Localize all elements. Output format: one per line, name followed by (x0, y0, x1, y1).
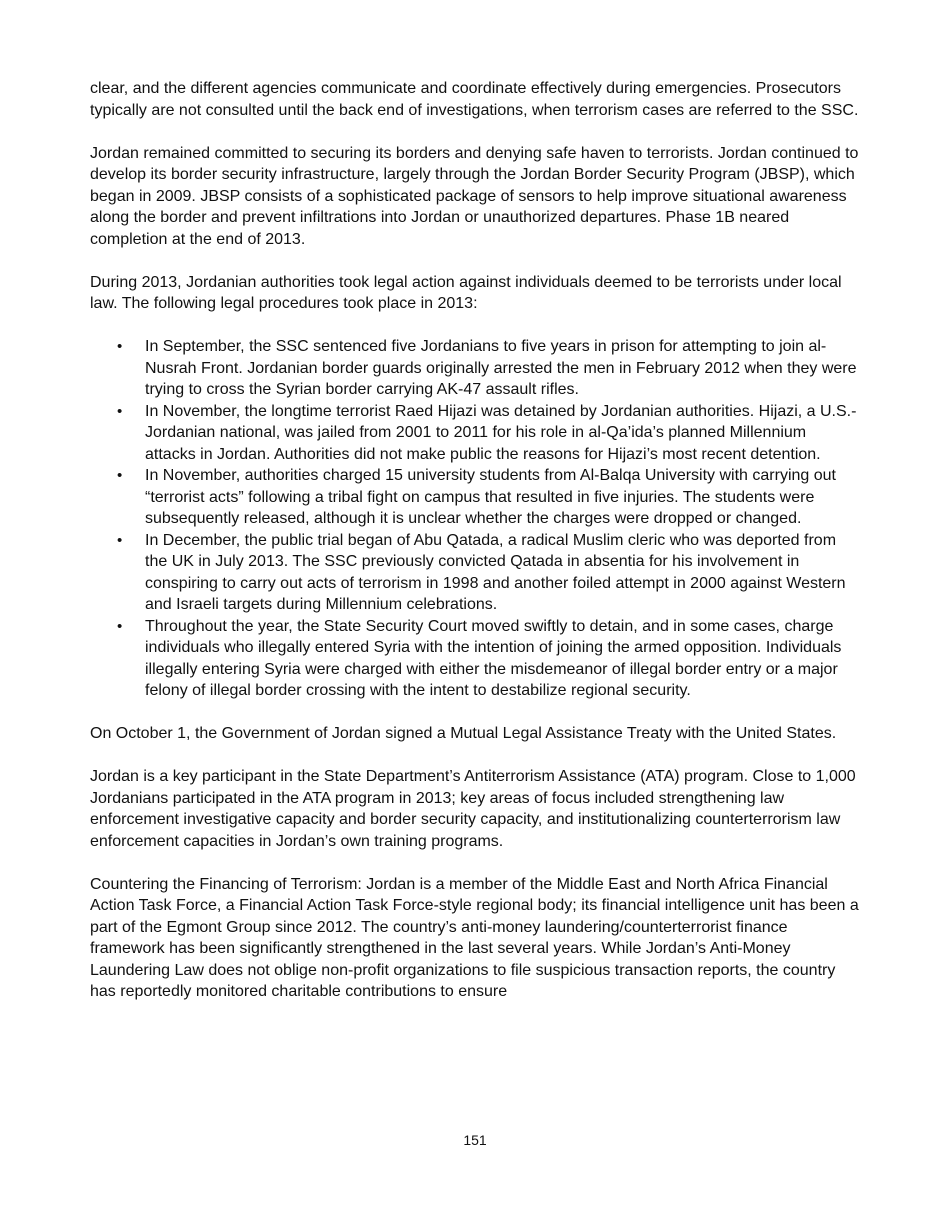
section-heading: Countering the Financing of Terrorism: (90, 875, 362, 893)
paragraph-emergency-coordination: clear, and the different agencies communicate and coordinate effectively during emergencies. Prosecutors typically are not consulted until the back end of investigations, when terrorism cases are referred to the SSC. (90, 80, 859, 119)
paragraph-financing-terrorism: Countering the Financing of Terrorism: Jordan is a member of the Middle East and North Africa Financial Action Task Force, a Financial Action Task Force-style regional body; its financial intelligence unit has been a part of the Egmont Group since 2012. The country’s anti-money laundering/counterterrorist finance framework has been significantly strengthened in the last several years. While Jordan’s Anti-Money Laundering Law does not oblige non-profit organizations to file suspicious transaction reports, the country has reportedly monitored charitable contributions to ensure (90, 875, 859, 1000)
bullet-icon: • (117, 402, 123, 420)
paragraph-border-security: Jordan remained committed to securing its borders and denying safe haven to terrorists. Jordan continued to develop its border security infrastructure, largely through the Jordan Border Security Program (JBSP), which began in 2009. JBSP consists of a sophisticated package of sensors to help improve situational awareness along the border and prevent infiltrations into Jordan or unauthorized departures. Phase 1B neared completion at the end of 2013. (90, 144, 859, 248)
paragraph-ata-program: Jordan is a key participant in the State Department’s Antiterrorism Assistance (ATA) program. Close to 1,000 Jordanians participated in the ATA program in 2013; key areas of focus included strengthening law enforcement investigative capacity and border security capacity, and institutionalizing counterterrorism law enforcement capacities in Jordan’s own training programs. (90, 768, 856, 850)
list-item: • In November, authorities charged 15 university students from Al-Balqa University with carrying out “terrorist acts” following a tribal fight on campus that resulted in five injuries. The students were subsequently released, although it is unclear whether the charges were dropped or changed. (117, 467, 836, 527)
bullet-icon: • (117, 338, 123, 355)
bullet-icon: • (117, 467, 123, 484)
bullet-icon: • (117, 617, 123, 635)
list-item: • In December, the public trial began of Abu Qatada, a radical Muslim cleric who was deported from the UK in July 2013. The SSC previously convicted Qatada in absentia for his involvement in conspiring to carry out acts of terrorism in 1998 and another foiled attempt in 2000 against Western and Israeli targets during Millennium celebrations. (117, 531, 846, 613)
legal-procedures-list (90, 336, 860, 702)
bullet-icon: • (117, 531, 123, 549)
list-item: • Throughout the year, the State Security Court moved swiftly to detain, and in some cases, charge individuals who illegally entered Syria with the intention of joining the armed opposition. Individuals illegally entering Syria were charged with either the misdemeanor of illegal border entry or a major felony of illegal border crossing with the intent to destabilize regional security. (117, 617, 842, 699)
list-item: • In September, the SSC sentenced five Jordanians to five years in prison for attempting to join al-Nusrah Front. Jordanian border guards originally arrested the men in February 2012 when they were trying to cross the Syrian border carrying AK-47 assault rifles. (117, 338, 857, 398)
document-body (90, 78, 860, 1003)
paragraph-legal-action: During 2013, Jordanian authorities took legal action against individuals deemed to be terrorists under local law. The following legal procedures took place in 2013: (90, 273, 842, 312)
list-item: • In November, the longtime terrorist Raed Hijazi was detained by Jordanian authorities. Hijazi, a U.S.-Jordanian national, was jailed from 2001 to 2011 for his role in al-Qa’ida’s planned Millennium attacks in Jordan. Authorities did not make public the reasons for Hijazi’s most recent detention. (117, 402, 857, 463)
page-number: 151 (463, 1132, 487, 1148)
paragraph-mlat: On October 1, the Government of Jordan signed a Mutual Legal Assistance Treaty with the United States. (90, 725, 837, 742)
